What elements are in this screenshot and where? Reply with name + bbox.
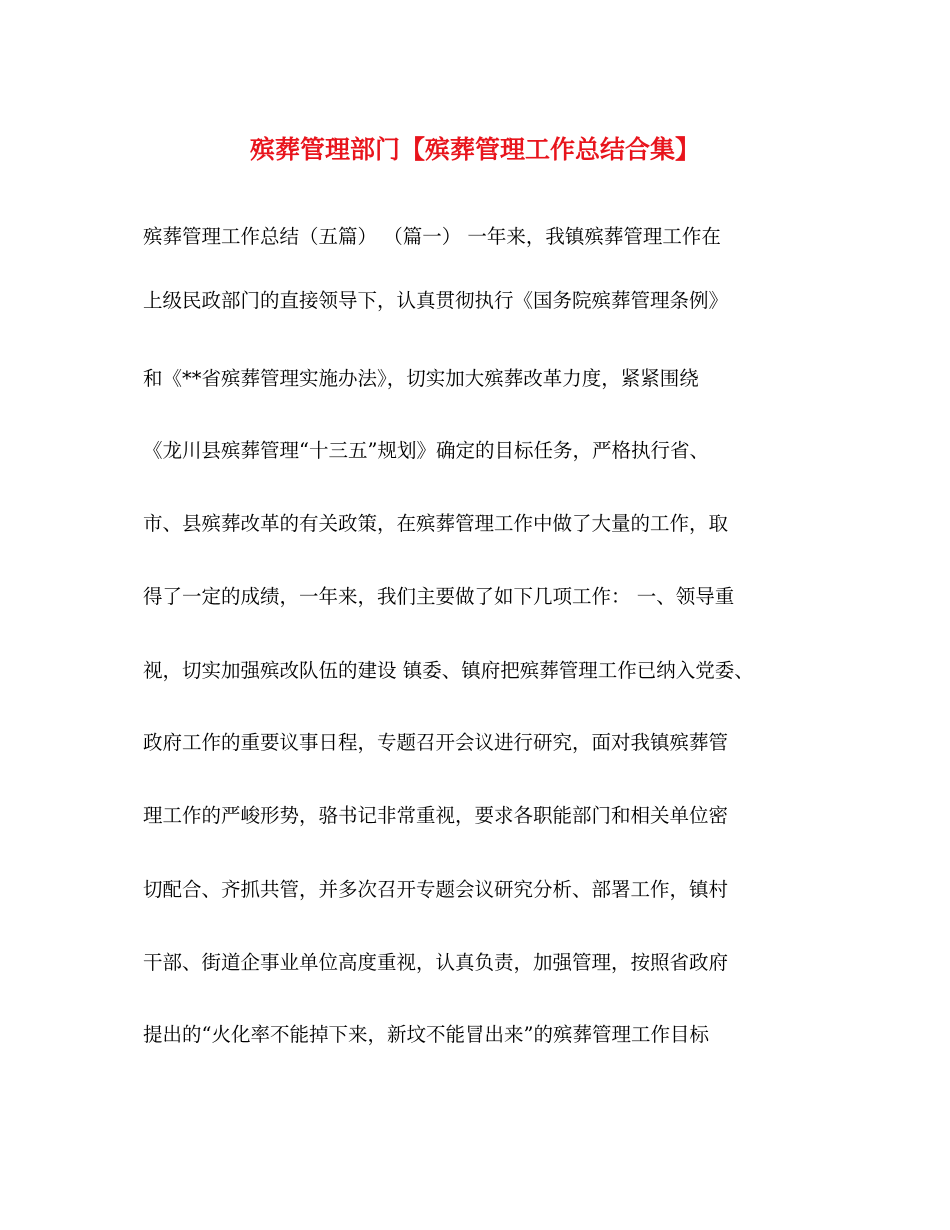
body-line-2: 上级民政部门的直接领导下，认真贯彻执行《国务院殡葬管理条例》	[143, 289, 729, 312]
body-line-9: 理工作的严峻形势，骆书记非常重视，要求各职能部门和相关单位密	[143, 804, 729, 827]
body-line-10: 切配合、齐抓共管，并多次召开专题会议研究分析、部署工作，镇村	[143, 878, 729, 901]
body-line-8: 政府工作的重要议事日程，专题召开会议进行研究，面对我镇殡葬管	[143, 731, 729, 754]
body-line-5: 市、县殡葬改革的有关政策，在殡葬管理工作中做了大量的工作，取	[143, 512, 729, 535]
body-line-4: 《龙川县殡葬管理“十三五”规划》确定的目标任务，严格执行省、	[143, 439, 709, 462]
body-line-7: 视，切实加强殡改队伍的建设 镇委、镇府把殡葬管理工作已纳入党委、	[143, 659, 754, 682]
body-line-6: 得了一定的成绩，一年来，我们主要做了如下几项工作： 一、领导重	[143, 585, 735, 608]
body-line-3: 和《**省殡葬管理实施办法》，切实加大殡葬改革力度，紧紧围绕	[143, 367, 699, 390]
document-title: 殡葬管理部门【殡葬管理工作总结合集】	[249, 135, 700, 164]
body-line-11: 干部、街道企事业单位高度重视，认真负责，加强管理，按照省政府	[143, 951, 729, 974]
body-line-12: 提出的“火化率不能掉下来，新坟不能冒出来”的殡葬管理工作目标	[143, 1023, 709, 1046]
body-line-1: 殡葬管理工作总结（五篇） （篇一） 一年来，我镇殡葬管理工作在	[143, 225, 721, 248]
